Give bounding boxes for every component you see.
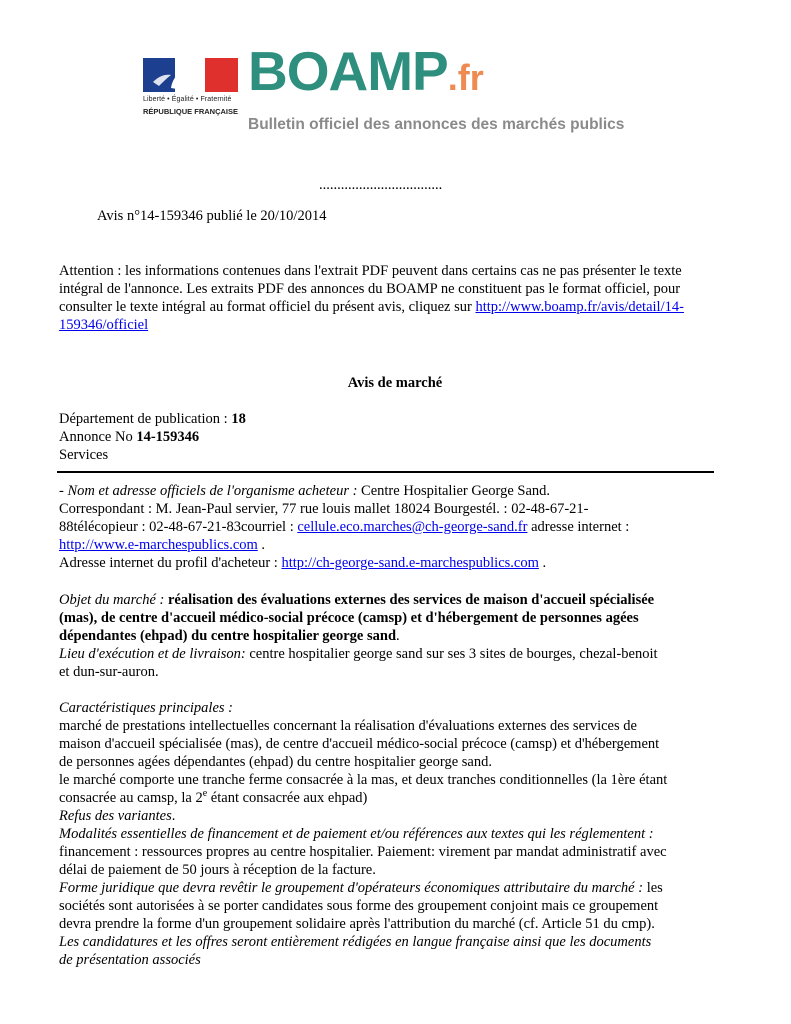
candidatures-line-2: de présentation associés — [59, 952, 201, 968]
contact-line: 88télécopieur : 02-48-67-21-83courriel : — [59, 519, 298, 535]
buyer-value: Centre Hospitalier George Sand. — [361, 483, 551, 499]
website-label: adresse internet : — [527, 519, 630, 535]
tranche-line-2a: consacrée au camsp, la 2 — [59, 790, 203, 806]
objet-line-2: (mas), de centre d'accueil médico-social précoce (camsp) et d'hébergement de personnes agées — [59, 610, 639, 626]
avis-number: Avis n°14-159346 publié le 20/10/2014 — [97, 208, 327, 224]
carac-label: Caractéristiques principales : — [59, 700, 233, 716]
modalites-label: Modalités essentielles de financement et de paiement et/ou références aux textes qui les réglementent : — [59, 826, 654, 842]
lieu-label: Lieu d'exécution et de livraison: — [59, 646, 246, 662]
marianne-flag-icon — [143, 58, 238, 92]
annonce-label: Annonce No — [59, 429, 137, 445]
boamp-header — [140, 40, 640, 145]
boamp-tagline: Bulletin officiel des annonces des marchés publics — [248, 116, 625, 133]
boamp-logo-main: BOAMP — [248, 40, 448, 102]
rf-motto: Liberté • Égalité • Fraternité — [143, 96, 232, 103]
objet-section — [59, 591, 719, 681]
boamp-logo-suffix: .fr — [447, 57, 484, 98]
objet-label: Objet du marché : — [59, 592, 168, 608]
tranche-line-1: le marché comporte une tranche ferme consacrée à la mas, et deux tranches conditionnelles (la 1ère étant — [59, 772, 668, 788]
boamp-logo — [248, 40, 484, 102]
email-link[interactable]: cellule.eco.marches@ch-george-sand.fr — [297, 519, 528, 535]
objet-line-3: dépendantes (ehpad) du centre hospitalier george sand — [59, 628, 397, 644]
refus-end: . — [171, 808, 176, 824]
publication-info — [59, 410, 246, 464]
website-link[interactable]: http://www.e-marchespublics.com — [59, 537, 258, 553]
rf-name: RÉPUBLIQUE FRANÇAISE — [143, 107, 239, 116]
lieu-line-2: et dun-sur-auron. — [59, 664, 159, 680]
dept-label: Département de publication : — [59, 411, 232, 427]
buyer-section — [59, 482, 719, 572]
tranche-sup: e — [202, 788, 208, 800]
forme-label: Forme juridique que devra revêtir le groupement d'opérateurs économiques attributaire du marché : — [59, 880, 644, 896]
annonce-value: 14-159346 — [136, 429, 200, 445]
profil-label: Adresse internet du profil d'acheteur : — [59, 555, 282, 571]
buyer-label: - Nom et adresse officiels de l'organisme acheteur : — [59, 483, 362, 499]
carac-line-2: maison d'accueil spécialisée (mas), de centre d'accueil médico-social précoce (camsp) et d'hébergement — [59, 736, 660, 752]
dept-value: 18 — [231, 411, 246, 427]
modalites-line-2: délai de paiement de 50 jours à réception de la facture. — [59, 862, 376, 878]
carac-line-1: marché de prestations intellectuelles concernant la réalisation d'évaluations externes des services de — [59, 718, 637, 734]
modalites-line-1: financement : ressources propres au centre hospitalier. Paiement: virement par mandat administratif avec — [59, 844, 667, 860]
correspondent-line: Correspondant : M. Jean-Paul servier, 77 rue louis mallet 18024 Bourgestél. : 02-48-67-21- — [59, 501, 589, 517]
buyer-profile-link[interactable]: http://ch-george-sand.e-marchespublics.com — [281, 555, 539, 571]
profil-end: . — [538, 555, 547, 571]
divider — [57, 471, 714, 473]
candidatures-line-1: Les candidatures et les offres seront entièrement rédigées en langue française ainsi que les documents — [59, 934, 652, 950]
lieu-line-1: centre hospitalier george sand sur ses 3 sites de bourges, chezal-benoit — [245, 646, 658, 662]
objet-line-1: réalisation des évaluations externes des services de maison d'accueil spécialisée — [168, 592, 655, 608]
attention-notice — [59, 262, 719, 334]
page-title: Avis de marché — [347, 375, 443, 391]
refus-variantes: Refus des variantes — [59, 808, 172, 824]
objet-end: . — [396, 628, 400, 644]
forme-line-1: sociétés sont autorisées à se porter candidates sous forme des groupement conjoint mais ce groupement — [59, 898, 659, 914]
website-end: . — [257, 537, 266, 553]
official-text-link[interactable]: http://www.boamp.fr/avis/detail/14-159346/officiel — [59, 299, 684, 333]
republique-francaise-logo — [143, 58, 239, 138]
forme-line-2: devra prendre la forme d'un groupement solidaire après l'attribution du marché (cf. Article 51 du cmp). — [59, 916, 655, 932]
attention-text: Attention : les informations contenues dans l'extrait PDF peuvent dans certains cas ne pas présenter le texte intégral de l'annonce. Les extraits PDF des annonces du BOAMP ne constituent pas le format officiel, pour consulter le texte intégral au format officiel du présent avis, cliquez sur — [59, 263, 682, 315]
tranche-line-2b: étant consacrée aux ehpad) — [207, 790, 368, 806]
caracteristiques-section — [59, 699, 719, 969]
forme-after: les — [643, 880, 663, 896]
separator-dots: .................................. — [319, 177, 443, 193]
category-services: Services — [59, 447, 109, 463]
carac-line-3: de personnes agées dépendantes (ehpad) du centre hospitalier george sand. — [59, 754, 492, 770]
